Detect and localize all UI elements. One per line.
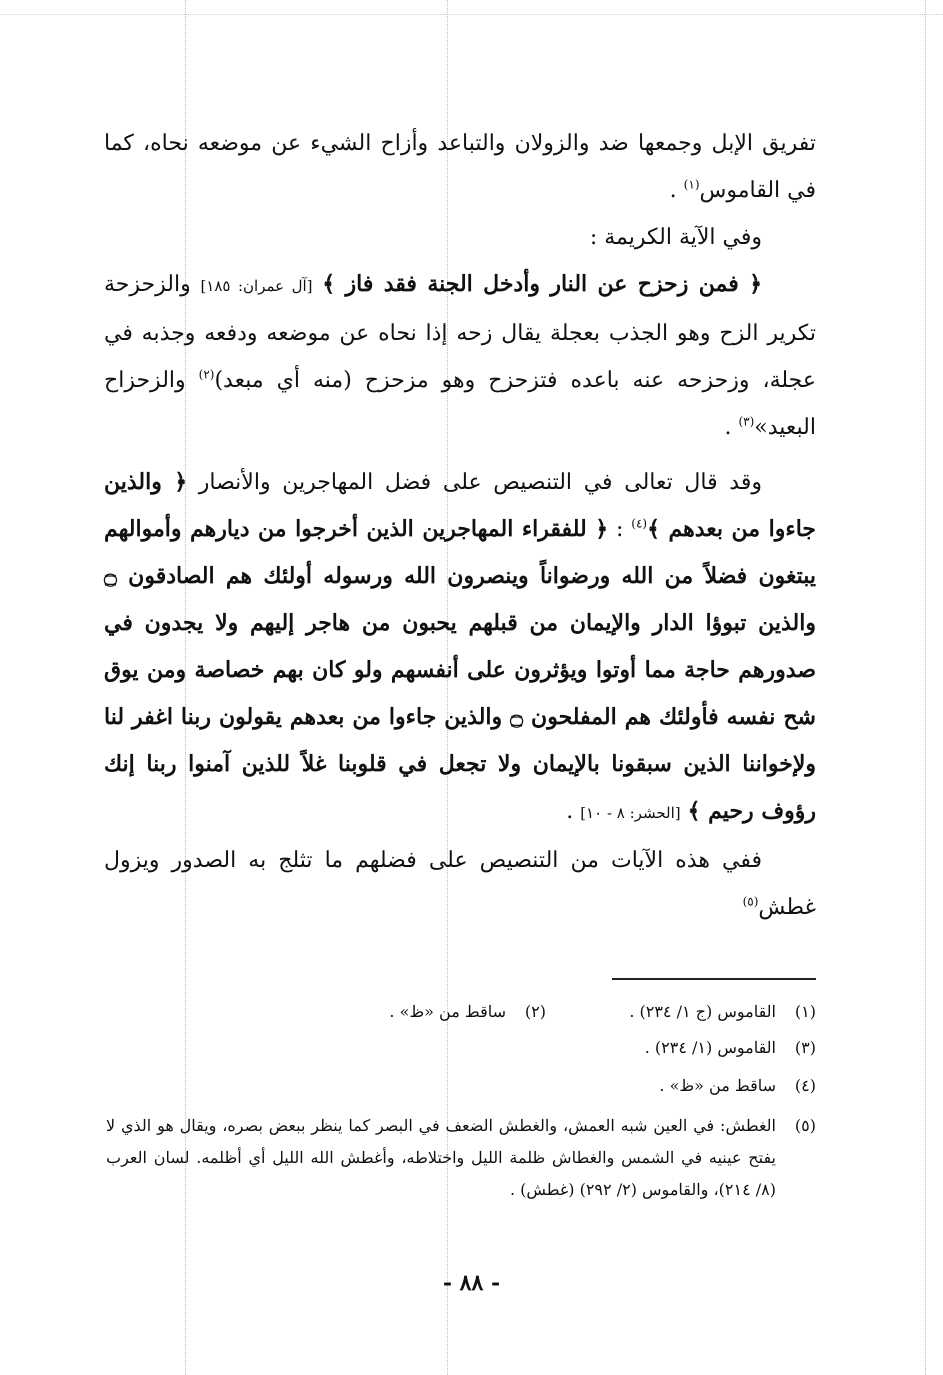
footnote-number: (٢) [524,1002,546,1021]
quran-verse: ﴿ فمن زحزح عن النار وأدخل الجنة فقد فاز ﴾ [322,271,762,297]
footnote-marker: (٢) [198,367,215,382]
page-body [104,120,816,931]
paragraph-text: ففي هذه الآيات من التنصيص على فضلهم ما تثلج به الصدور ويزول غطش [104,848,816,920]
footnote-3 [106,1032,816,1064]
footnote-4 [106,1070,816,1102]
paragraph-2: وفي الآية الكريمة : [589,225,762,250]
punctuation: . [724,415,739,440]
paragraph-text: وقد قال تعالى في التنصيص على فضل المهاجرين والأنصار [187,470,762,495]
footnote-marker: (٤) [631,516,648,531]
quran-verse: ﴿ للفقراء المهاجرين الذين أخرجوا من ديارهم وأموالهم يبتغون فضلاً من الله ورضواناً وينصرون الله ورسوله أولئك هم الصادقون ۝ والذين تبوؤا الدار والإيمان من قبلهم يحبون من هاجر إليهم ولا يجدون في صدورهم حاجة مما أوتوا ويؤثرون على أنفسهم ولو كان بهم خصاصة ومن يوق شح نفسه فأولئك هم المفلحون ۝ والذين جاءوا من بعدهم يقولون ربنا اغفر لنا ولإخواننا الذين سبقونا بالإيمان ولا تجعل في قلوبنا غلاً للذين آمنوا ربنا إنك رؤوف رحيم ﴾ [104,516,816,824]
paragraph-5 [104,837,816,931]
paragraph-1 [104,120,816,214]
scan-guide-line [0,14,943,15]
footnote-text: القاموس (١/ ٢٣٤) . [644,1038,776,1057]
paragraph-text: والزحزاح البعيد» [104,368,816,440]
paragraph-4 [104,459,816,837]
paragraph-text: تفريق الإبل وجمعها ضد والزولان والتباعد وأزاح الشيء عن موضعه نحاه، كما في القاموس [104,131,816,203]
verse-reference: [الحشر: ٨ - ١٠] [580,804,681,822]
punctuation: . [566,799,581,824]
punctuation: : [608,517,632,542]
footnote-marker: (١) [683,177,700,192]
footnote-marker: (٥) [742,894,759,909]
footnote-text: الغطش: في العين شبه العمش، والغطش الضعف في البصر كما ينظر ببعض بصره، ويقال هو الذي لا يفتح عينيه في الشمس والغطاش ظلمة الليل واختلاطه، وأغطش الله الليل أي أظلمه. لسان العرب (٨/ ٢١٤)، والقاموس (٢/ ٢٩٢) (غطش) . [106,1116,776,1199]
footnote-row-1-2 [106,996,816,1028]
quran-verse: ﴿ والذين جاءوا من بعدهم ﴾ [104,469,817,542]
scan-guide-line [925,0,926,1375]
footnote-separator [612,978,816,980]
footnote-text: القاموس (ج ١/ ٢٣٤) . [629,1002,776,1021]
paragraph-3 [104,261,816,451]
paragraph-text: والزحزحة تكرير الزح وهو الجذب بعجلة يقال زحه إذا نحاه عن موضعه ودفعه وجذبه في عجلة، وزحزحه عنه باعده فتزحزح وهو مزحزح (منه أي مبعد) [104,272,816,393]
footnote-number: (١) [794,1002,816,1021]
page-number: - ٨٨ - [442,1270,501,1296]
footnote-marker: (٣) [738,414,755,429]
footnote-text: ساقط من «ظ» . [389,1002,506,1021]
footnote-number: (٣) [794,1038,816,1057]
footnote-number: (٤) [794,1076,816,1095]
footnote-text: ساقط من «ظ» . [659,1076,776,1095]
verse-reference: [آل عمران: ١٨٥] [200,277,313,295]
punctuation: . [669,178,684,203]
footnote-number: (٥) [794,1116,816,1135]
footnote-5 [106,1110,816,1206]
